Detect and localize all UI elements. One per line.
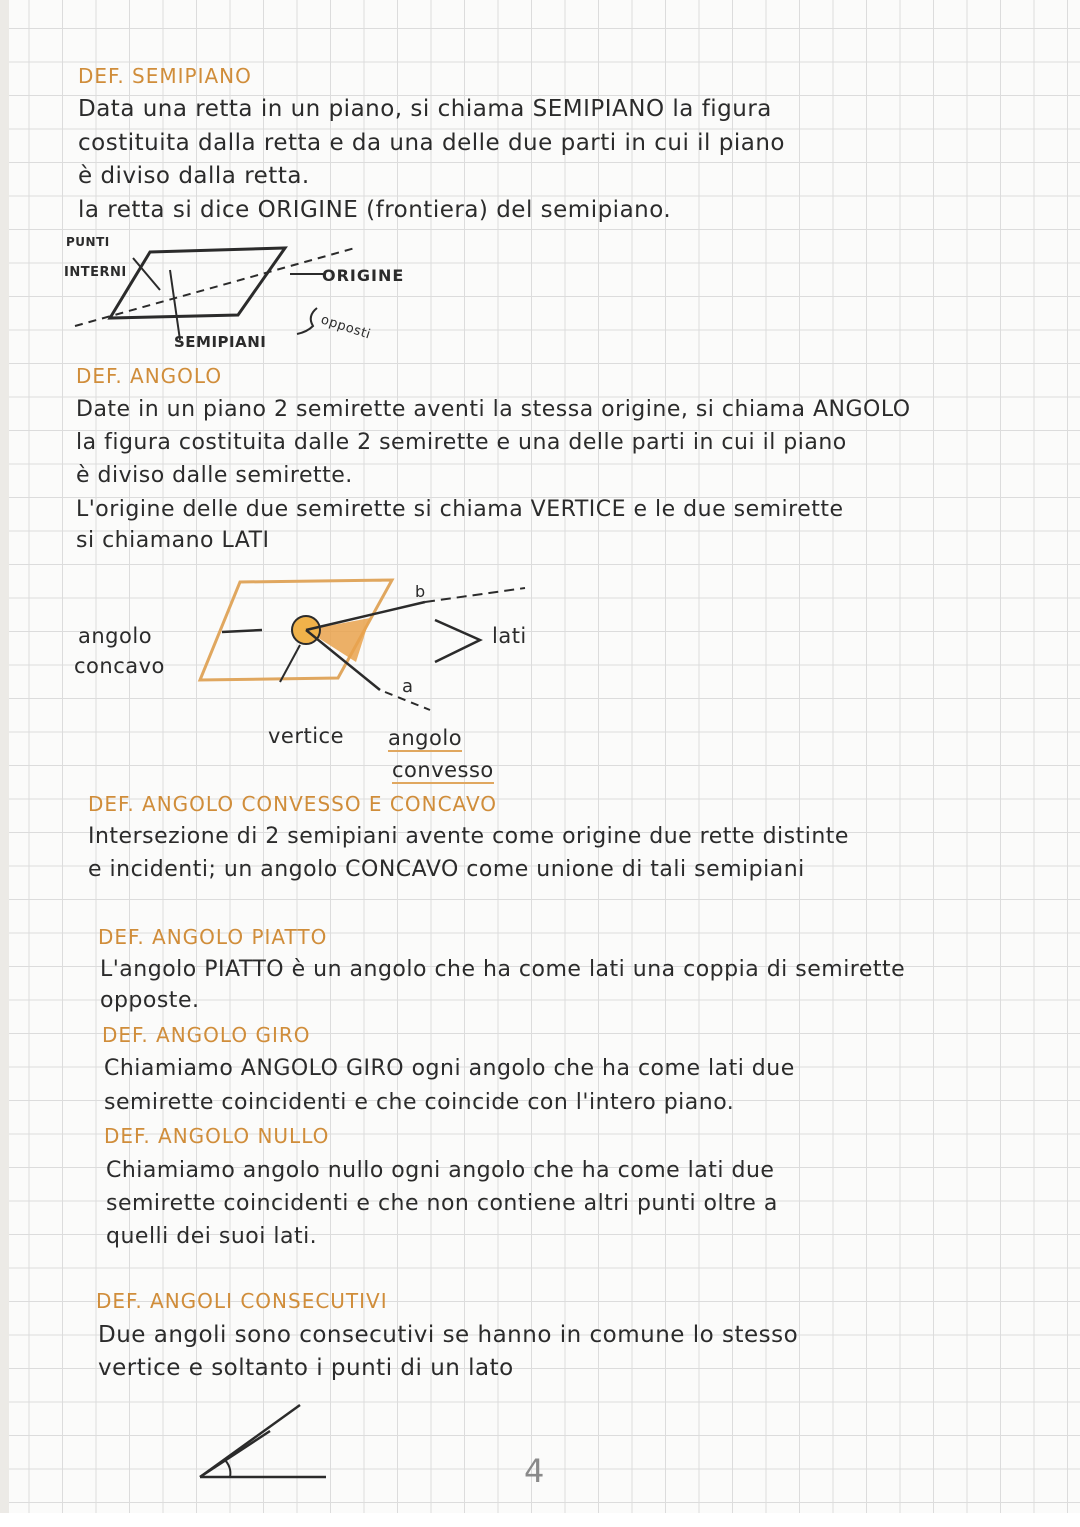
vertice-pointer <box>280 645 300 682</box>
piatto-line-1: L'angolo PIATTO è un angolo che ha come lati una coppia di semirette <box>100 957 906 982</box>
angolo-concavo-label-2: concavo <box>74 654 165 678</box>
consecutivi-figure <box>190 1395 340 1485</box>
semipiano-title: DEF. SEMIPIANO <box>78 64 252 88</box>
fig-label-lati: lati <box>492 624 527 648</box>
convesso-concavo-line-1: Intersezione di 2 semipiani avente come origine due rette distinte <box>88 824 849 849</box>
giro-line-2: semirette coincidenti e che coincide con l'intero piano. <box>104 1090 735 1115</box>
angolo-line-4: L'origine delle due semirette si chiama VERTICE e le due semirette <box>76 497 844 522</box>
angolo-concavo-label-1: angolo <box>78 624 153 648</box>
piatto-title: DEF. ANGOLO PIATTO <box>98 925 328 949</box>
fig-label-punti: PUNTI <box>66 235 110 249</box>
piatto-line-2: opposte. <box>100 988 200 1013</box>
nullo-line-3: quelli dei suoi lati. <box>106 1224 318 1249</box>
angolo-title: DEF. ANGOLO <box>76 364 223 388</box>
consecutivi-title: DEF. ANGOLI CONSECUTIVI <box>96 1289 388 1313</box>
consecutivi-line-2: vertice e soltanto i punti di un lato <box>98 1355 514 1381</box>
angolo-line-3: è diviso dalle semirette. <box>76 463 353 488</box>
lati-brace <box>435 620 480 662</box>
fig-label-origine: ORIGINE <box>322 266 405 285</box>
page-number: 4 <box>524 1452 545 1490</box>
fig-label-vertice: vertice <box>268 724 345 748</box>
semipiano-line-4: la retta si dice ORIGINE (frontiera) del semipiano. <box>78 197 672 223</box>
ray-top <box>200 1405 300 1477</box>
semipiano-vertical <box>170 270 180 340</box>
angolo-convesso-label-2: convesso <box>392 758 494 782</box>
nullo-title: DEF. ANGOLO NULLO <box>104 1124 330 1148</box>
nullo-line-2: semirette coincidenti e che non contiene altri punti oltre a <box>106 1191 778 1216</box>
fig-label-b: b <box>415 582 426 601</box>
angolo-line-2: la figura costituita dalle 2 semirette e una delle parti in cui il piano <box>76 430 847 455</box>
concavo-pointer <box>222 630 262 632</box>
angolo-convesso-label-1: angolo <box>388 726 463 750</box>
fig-label-interni: INTERNI <box>64 265 127 280</box>
fig-label-semipiani: SEMIPIANI <box>174 333 267 351</box>
giro-line-1: Chiamiamo ANGOLO GIRO ogni angolo che ha come lati due <box>104 1056 795 1081</box>
angolo-line-1: Date in un piano 2 semirette aventi la stessa origine, si chiama ANGOLO <box>76 397 911 422</box>
brace-icon <box>297 308 317 334</box>
nullo-line-1: Chiamiamo angolo nullo ogni angolo che ha come lati due <box>106 1158 775 1183</box>
semipiano-line-1: Data una retta in un piano, si chiama SEMIPIANO la figura <box>78 96 772 122</box>
consecutivi-line-1: Due angoli sono consecutivi se hanno in comune lo stesso <box>98 1322 799 1348</box>
semipiano-line-3: è diviso dalla retta. <box>78 163 310 189</box>
page-bottom-edge <box>0 1513 1080 1527</box>
fig-label-opposti: opposti <box>318 312 373 343</box>
semipiano-line-2: costituita dalla retta e da una delle due parti in cui il piano <box>78 130 785 156</box>
convesso-concavo-title: DEF. ANGOLO CONVESSO E CONCAVO <box>88 792 498 816</box>
page-edge <box>0 0 9 1527</box>
convesso-concavo-line-2: e incidenti; un angolo CONCAVO come unione di tali semipiani <box>88 857 805 882</box>
angolo-line-5: si chiamano LATI <box>76 528 270 553</box>
giro-title: DEF. ANGOLO GIRO <box>102 1023 311 1047</box>
fig-label-a: a <box>402 676 414 697</box>
semipiano-plane <box>110 248 285 318</box>
